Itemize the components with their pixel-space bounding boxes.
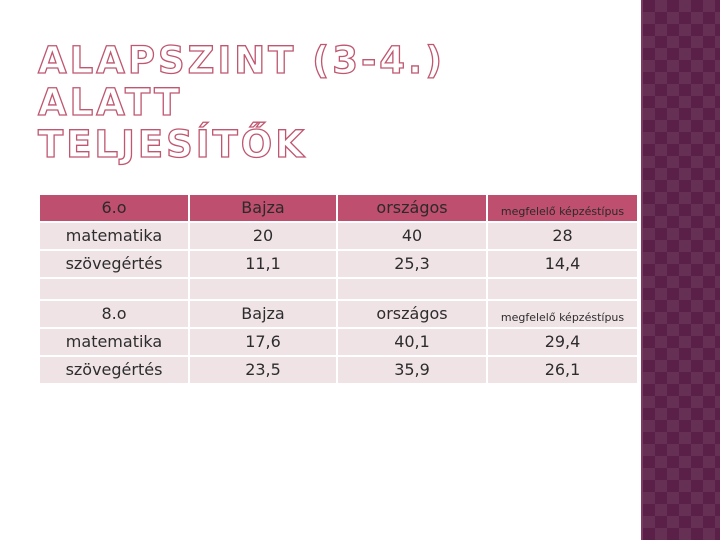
table-cell: 25,3 (337, 250, 487, 278)
table-cell: 40,1 (337, 328, 487, 356)
table-cell: 28 (487, 222, 638, 250)
table-cell: 20 (189, 222, 337, 250)
table-row (39, 250, 638, 278)
decorative-side-bar (641, 0, 720, 540)
slide-title-line2: TELJESÍTŐK (38, 123, 307, 166)
table-row (39, 328, 638, 356)
table-cell: 35,9 (337, 356, 487, 384)
table-row (39, 195, 638, 222)
table-cell: megfelelő képzéstípus (487, 195, 638, 222)
table-cell: országos (337, 300, 487, 328)
table-cell: megfelelő képzéstípus (487, 300, 638, 328)
slide-title-line1: ALAPSZINT (3-4.) ALATT (38, 39, 446, 124)
table-cell: 40 (337, 222, 487, 250)
results-table (38, 195, 639, 385)
slide-title (38, 40, 598, 166)
table-cell: 23,5 (189, 356, 337, 384)
table-cell: matematika (39, 222, 189, 250)
table-cell: 11,1 (189, 250, 337, 278)
table-cell: Bajza (189, 195, 337, 222)
table-row (39, 300, 638, 328)
table-cell: országos (337, 195, 487, 222)
table-cell: 29,4 (487, 328, 638, 356)
table-cell: szövegértés (39, 250, 189, 278)
table-cell: 8.o (39, 300, 189, 328)
table-cell: szövegértés (39, 356, 189, 384)
table-cell: 26,1 (487, 356, 638, 384)
table-cell: 14,4 (487, 250, 638, 278)
table-row (39, 222, 638, 250)
table-row (39, 356, 638, 384)
table-cell: Bajza (189, 300, 337, 328)
table-cell: 6.o (39, 195, 189, 222)
table-spacer-row (39, 278, 638, 300)
table-cell: matematika (39, 328, 189, 356)
table-cell: 17,6 (189, 328, 337, 356)
